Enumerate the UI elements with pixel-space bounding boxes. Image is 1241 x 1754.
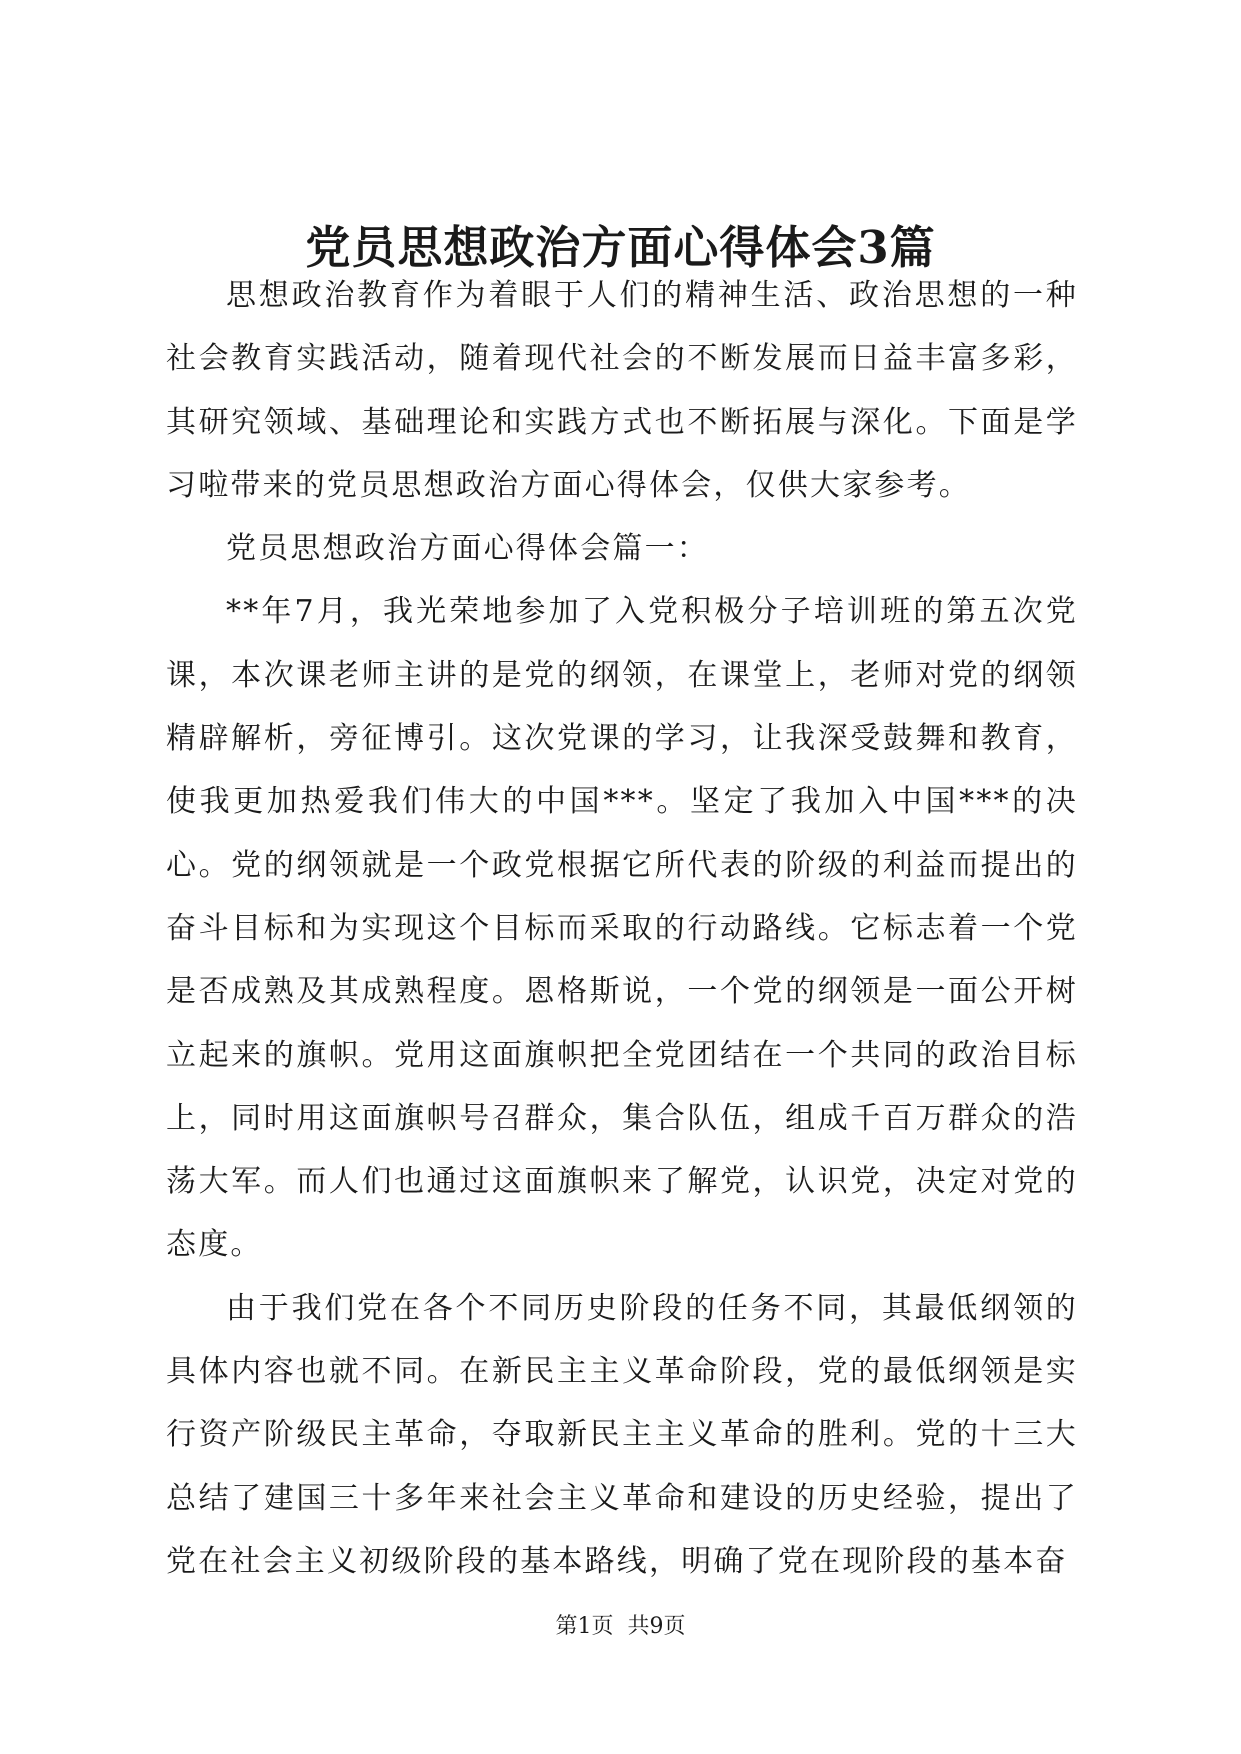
- intro-paragraph: 思想政治教育作为着眼于人们的精神生活、政治思想的一种社会教育实践活动，随着现代社会的不断发展而日益丰富多彩，其研究领域、基础理论和实践方式也不断拓展与深化。下面是学习啦带来的党员思想政治方面心得体会，仅供大家参考。: [166, 278, 1078, 503]
- page-footer: [0, 1612, 1241, 1642]
- section-heading-part-one: 党员思想政治方面心得体会篇一：: [226, 531, 709, 567]
- page-number: 第1页: [555, 1614, 614, 1639]
- page-total: 共9页: [627, 1614, 686, 1639]
- document-body: [166, 264, 1078, 1593]
- body-paragraph-1: **年7月，我光荣地参加了入党积极分子培训班的第五次党课，本次课老师主讲的是党的纲领，在课堂上，老师对党的纲领精辟解析，旁征博引。这次党课的学习，让我深受鼓舞和教育，使我更加热爱我们伟大的中国***。坚定了我加入中国***的决心。党的纲领就是一个政党根据它所代表的阶级的利益而提出的奋斗目标和为实现这个目标而采取的行动路线。它标志着一个党是否成熟及其成熟程度。恩格斯说，一个党的纲领是一面公开树立起来的旗帜。党用这面旗帜把全党团结在一个共同的政治目标上，同时用这面旗帜号召群众，集合队伍，组成千百万群众的浩荡大军。而人们也通过这面旗帜来了解党，认识党，决定对党的态度。: [166, 594, 1078, 1263]
- document-title: 党员思想政治方面心得体会3篇: [305, 221, 936, 274]
- body-paragraph-2: 由于我们党在各个不同历史阶段的任务不同，其最低纲领的具体内容也就不同。在新民主主义革命阶段，党的最低纲领是实行资产阶级民主革命，夺取新民主主义革命的胜利。党的十三大总结了建国三十多年来社会主义革命和建设的历史经验，提出了党在社会主义初级阶段的基本路线，明确了党在现阶段的基本奋: [166, 1290, 1078, 1579]
